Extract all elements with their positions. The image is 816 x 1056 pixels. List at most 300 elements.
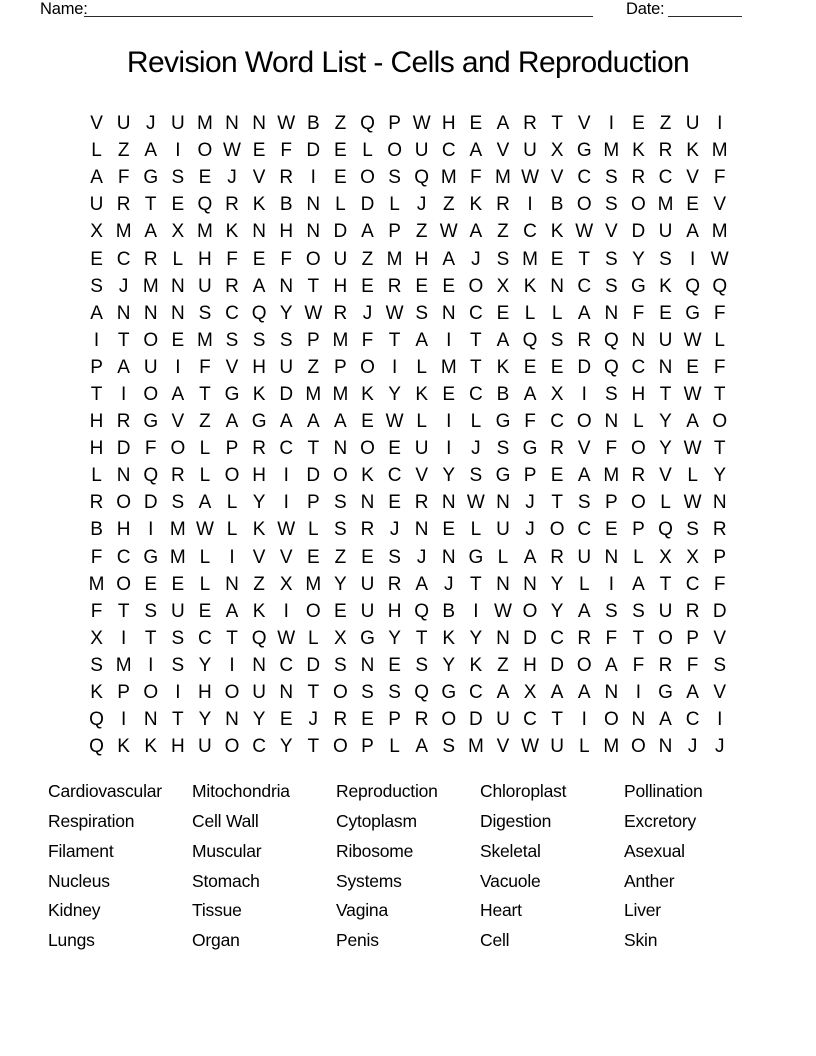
grid-letter: V bbox=[90, 113, 103, 135]
grid-letter: B bbox=[306, 113, 320, 135]
grid-letter: K bbox=[469, 194, 483, 216]
grid-letter: L bbox=[335, 194, 346, 216]
grid-letter: E bbox=[252, 140, 266, 162]
grid-letter: N bbox=[631, 709, 646, 731]
grid-letter: E bbox=[632, 113, 645, 135]
grid-letter: V bbox=[713, 194, 727, 216]
grid-letter: A bbox=[577, 302, 591, 324]
grid-letter: U bbox=[279, 356, 294, 378]
grid-letter: A bbox=[550, 682, 564, 704]
grid-letter: A bbox=[415, 573, 429, 595]
word-list-item: Vagina bbox=[336, 900, 388, 921]
grid-letter: Z bbox=[117, 140, 130, 162]
grid-letter: X bbox=[90, 627, 103, 649]
grid-letter: G bbox=[143, 546, 159, 568]
grid-letter: V bbox=[415, 465, 429, 487]
grid-letter: O bbox=[224, 736, 240, 758]
word-list-column bbox=[624, 777, 768, 956]
grid-letter: Z bbox=[415, 221, 428, 243]
grid-letter: D bbox=[712, 600, 727, 622]
grid-letter: N bbox=[225, 573, 239, 595]
grid-letter: U bbox=[360, 600, 375, 622]
grid-letter: P bbox=[388, 221, 401, 243]
grid-letter: L bbox=[497, 546, 509, 568]
grid-letter: D bbox=[631, 221, 646, 243]
grid-letter: L bbox=[308, 627, 319, 649]
grid-letter: I bbox=[689, 248, 696, 270]
grid-letter: J bbox=[145, 113, 156, 135]
grid-letter: S bbox=[198, 302, 212, 324]
grid-letter: M bbox=[603, 465, 620, 487]
grid-letter: S bbox=[604, 275, 618, 297]
grid-letter: U bbox=[658, 600, 673, 622]
grid-letter: X bbox=[334, 627, 347, 649]
grid-letter: N bbox=[279, 275, 294, 297]
grid-letter: D bbox=[306, 654, 321, 676]
grid-letter: L bbox=[308, 519, 319, 541]
grid-letter: S bbox=[659, 248, 672, 270]
grid-letter: D bbox=[333, 221, 348, 243]
grid-letter: G bbox=[685, 302, 700, 324]
grid-letter: S bbox=[171, 627, 185, 649]
grid-letter: Y bbox=[550, 600, 564, 622]
grid-letter: H bbox=[89, 411, 104, 433]
grid-letter: S bbox=[388, 167, 401, 189]
grid-letter: L bbox=[199, 438, 211, 460]
grid-letter: N bbox=[550, 275, 564, 297]
grid-letter: B bbox=[90, 519, 103, 541]
grid-letter: Q bbox=[414, 682, 430, 704]
grid-letter: T bbox=[415, 627, 428, 649]
grid-letter: N bbox=[658, 356, 673, 378]
grid-letter: E bbox=[334, 140, 347, 162]
grid-letter: E bbox=[334, 167, 347, 189]
grid-letter: R bbox=[387, 275, 402, 297]
grid-letter: T bbox=[90, 383, 103, 405]
grid-letter: P bbox=[388, 709, 401, 731]
grid-letter: C bbox=[116, 248, 131, 270]
grid-letter: N bbox=[360, 654, 375, 676]
grid-letter: I bbox=[121, 627, 127, 649]
grid-letter: S bbox=[604, 600, 618, 622]
word-list-item: Cell Wall bbox=[192, 810, 259, 831]
grid-letter: R bbox=[143, 248, 158, 270]
grid-letter: W bbox=[277, 113, 296, 135]
grid-letter: I bbox=[446, 411, 452, 433]
grid-letter: C bbox=[468, 383, 483, 405]
grid-letter: A bbox=[523, 383, 537, 405]
word-list-item: Skeletal bbox=[480, 840, 541, 861]
grid-letter: P bbox=[604, 492, 618, 514]
grid-letter: S bbox=[171, 654, 185, 676]
grid-letter: E bbox=[442, 383, 456, 405]
grid-letter: J bbox=[471, 438, 481, 460]
grid-letter: R bbox=[577, 329, 592, 351]
grid-letter: H bbox=[631, 383, 646, 405]
grid-letter: A bbox=[171, 383, 185, 405]
grid-letter: O bbox=[333, 465, 348, 487]
word-list-item: Anther bbox=[624, 870, 675, 891]
grid-letter: J bbox=[714, 736, 725, 758]
grid-letter: F bbox=[280, 248, 292, 270]
grid-letter: Z bbox=[307, 356, 320, 378]
grid-letter: N bbox=[604, 411, 619, 433]
word-list-item: Muscular bbox=[192, 840, 262, 861]
grid-letter: F bbox=[686, 654, 699, 676]
grid-letter: K bbox=[225, 221, 239, 243]
grid-letter: V bbox=[550, 167, 564, 189]
grid-letter: W bbox=[195, 519, 214, 541]
grid-letter: U bbox=[414, 438, 429, 460]
grid-letter: R bbox=[279, 167, 294, 189]
grid-letter: O bbox=[468, 275, 484, 297]
grid-letter: P bbox=[686, 627, 699, 649]
grid-letter: N bbox=[441, 546, 456, 568]
grid-letter: H bbox=[170, 736, 185, 758]
grid-letter: K bbox=[252, 383, 266, 405]
grid-letter: D bbox=[143, 492, 158, 514]
grid-letter: P bbox=[306, 492, 320, 514]
grid-letter: C bbox=[577, 275, 592, 297]
grid-letter: M bbox=[197, 329, 213, 351]
grid-letter: A bbox=[659, 709, 672, 731]
grid-letter: O bbox=[631, 736, 646, 758]
grid-letter: F bbox=[605, 627, 618, 649]
grid-letter: N bbox=[712, 492, 727, 514]
grid-letter: Y bbox=[388, 383, 401, 405]
grid-letter: S bbox=[388, 546, 401, 568]
grid-letter: U bbox=[685, 113, 700, 135]
grid-letter: O bbox=[224, 465, 240, 487]
grid-letter: M bbox=[603, 140, 620, 162]
grid-letter: P bbox=[523, 465, 537, 487]
grid-letter: Y bbox=[713, 465, 727, 487]
grid-letter: B bbox=[496, 383, 510, 405]
grid-letter: I bbox=[148, 654, 154, 676]
grid-letter: E bbox=[388, 654, 401, 676]
grid-letter: A bbox=[496, 682, 510, 704]
grid-letter: X bbox=[686, 546, 699, 568]
grid-letter: S bbox=[334, 654, 347, 676]
grid-letter: E bbox=[550, 248, 564, 270]
grid-letter: R bbox=[631, 167, 646, 189]
grid-letter: J bbox=[227, 167, 237, 189]
grid-letter: V bbox=[713, 682, 727, 704]
grid-letter: V bbox=[577, 438, 591, 460]
grid-letter: O bbox=[143, 383, 159, 405]
grid-letter: M bbox=[197, 221, 213, 243]
grid-letter: W bbox=[710, 248, 729, 270]
grid-letter: N bbox=[604, 302, 619, 324]
grid-letter: H bbox=[198, 682, 212, 704]
grid-letter: O bbox=[576, 194, 592, 216]
grid-letter: Z bbox=[199, 411, 211, 433]
grid-letter: I bbox=[229, 654, 235, 676]
word-list-item: Kidney bbox=[48, 900, 101, 921]
grid-letter: K bbox=[361, 465, 374, 487]
grid-letter: E bbox=[496, 302, 510, 324]
grid-letter: M bbox=[711, 140, 728, 162]
grid-letter: E bbox=[442, 519, 456, 541]
grid-letter: I bbox=[717, 113, 723, 135]
grid-letter: N bbox=[604, 682, 619, 704]
grid-letter: I bbox=[121, 709, 127, 731]
grid-letter: A bbox=[604, 654, 618, 676]
grid-letter: E bbox=[198, 167, 212, 189]
grid-letter: Q bbox=[712, 275, 728, 297]
grid-letter: T bbox=[226, 627, 238, 649]
grid-letter: E bbox=[144, 573, 158, 595]
grid-letter: X bbox=[279, 573, 293, 595]
grid-letter: K bbox=[523, 275, 537, 297]
grid-letter: S bbox=[442, 736, 456, 758]
grid-letter: U bbox=[170, 113, 185, 135]
grid-letter: L bbox=[524, 302, 536, 324]
grid-letter: R bbox=[170, 465, 185, 487]
grid-letter: T bbox=[713, 383, 726, 405]
grid-letter: I bbox=[473, 600, 479, 622]
grid-letter: N bbox=[658, 736, 673, 758]
grid-letter: Z bbox=[334, 546, 347, 568]
grid-letter: E bbox=[686, 356, 699, 378]
grid-letter: O bbox=[441, 709, 457, 731]
grid-letter: J bbox=[525, 492, 535, 514]
grid-letter: Q bbox=[658, 519, 673, 541]
grid-letter: P bbox=[306, 329, 320, 351]
grid-letter: A bbox=[144, 140, 158, 162]
grid-letter: A bbox=[632, 573, 645, 595]
word-list-item: Cytoplasm bbox=[336, 810, 417, 831]
grid-letter: L bbox=[416, 411, 427, 433]
grid-letter: R bbox=[333, 302, 348, 324]
grid-letter: R bbox=[116, 411, 131, 433]
grid-letter: R bbox=[89, 492, 104, 514]
grid-letter: L bbox=[416, 356, 427, 378]
grid-letter: S bbox=[604, 194, 618, 216]
word-list-item: Mitochondria bbox=[192, 781, 290, 801]
grid-letter: L bbox=[91, 140, 102, 162]
grid-letter: F bbox=[605, 438, 618, 460]
grid-letter: A bbox=[523, 546, 537, 568]
name-blank-line bbox=[84, 16, 593, 17]
grid-letter: K bbox=[415, 383, 429, 405]
grid-letter: K bbox=[469, 654, 483, 676]
grid-letter: Q bbox=[197, 194, 213, 216]
grid-letter: P bbox=[361, 736, 374, 758]
grid-letter: I bbox=[175, 682, 181, 704]
word-list-item: Stomach bbox=[192, 870, 260, 891]
grid-letter: M bbox=[711, 221, 728, 243]
grid-letter: Q bbox=[414, 600, 430, 622]
grid-letter: N bbox=[441, 492, 456, 514]
grid-letter: C bbox=[441, 140, 456, 162]
grid-letter: T bbox=[388, 329, 401, 351]
grid-letter: S bbox=[496, 248, 510, 270]
grid-letter: Q bbox=[89, 736, 104, 758]
grid-letter: O bbox=[549, 519, 565, 541]
grid-letter: E bbox=[388, 492, 401, 514]
grid-letter: Y bbox=[252, 492, 266, 514]
grid-letter: U bbox=[414, 140, 429, 162]
grid-letter: E bbox=[171, 329, 185, 351]
grid-letter: J bbox=[471, 248, 481, 270]
grid-letter: Q bbox=[89, 709, 104, 731]
grid-letter: C bbox=[387, 465, 402, 487]
grid-letter: W bbox=[466, 492, 485, 514]
grid-letter: L bbox=[199, 546, 211, 568]
grid-letter: Z bbox=[334, 113, 347, 135]
grid-letter: E bbox=[550, 356, 564, 378]
page-title: Revision Word List - Cells and Reproduction bbox=[126, 46, 690, 79]
grid-letter: Y bbox=[469, 627, 483, 649]
grid-letter: D bbox=[116, 438, 131, 460]
grid-letter: G bbox=[522, 438, 538, 460]
grid-letter: A bbox=[225, 600, 239, 622]
grid-letter: H bbox=[252, 356, 266, 378]
grid-letter: Y bbox=[334, 573, 347, 595]
grid-letter: F bbox=[90, 546, 103, 568]
grid-letter: C bbox=[468, 302, 483, 324]
grid-letter: W bbox=[277, 627, 296, 649]
grid-letter: Q bbox=[685, 275, 700, 297]
grid-letter: C bbox=[523, 221, 537, 243]
grid-letter: S bbox=[171, 167, 185, 189]
grid-letter: L bbox=[362, 140, 373, 162]
grid-letter: C bbox=[198, 627, 212, 649]
grid-letter: P bbox=[90, 356, 103, 378]
grid-letter: J bbox=[118, 275, 129, 297]
grid-letter: O bbox=[658, 627, 673, 649]
grid-letter: H bbox=[333, 275, 348, 297]
grid-letter: F bbox=[226, 248, 238, 270]
grid-letter: V bbox=[496, 140, 510, 162]
grid-letter: Y bbox=[252, 709, 266, 731]
grid-letter: O bbox=[603, 709, 619, 731]
grid-letter: V bbox=[713, 627, 727, 649]
grid-letter: G bbox=[495, 465, 511, 487]
grid-letter: N bbox=[116, 465, 131, 487]
grid-letter: C bbox=[550, 411, 564, 433]
grid-letter: K bbox=[252, 519, 266, 541]
grid-letter: U bbox=[658, 329, 673, 351]
grid-letter: G bbox=[224, 383, 240, 405]
word-list bbox=[48, 777, 768, 956]
grid-letter: A bbox=[225, 411, 239, 433]
grid-letter: T bbox=[551, 492, 563, 514]
date-label: Date: bbox=[626, 0, 665, 18]
grid-letter: F bbox=[713, 167, 726, 189]
grid-letter: Z bbox=[361, 248, 374, 270]
grid-letter: U bbox=[550, 736, 564, 758]
word-search-grid bbox=[83, 111, 733, 761]
grid-letter: Y bbox=[550, 573, 564, 595]
grid-letter: A bbox=[442, 248, 456, 270]
grid-letter: W bbox=[521, 167, 540, 189]
grid-letter: D bbox=[279, 383, 294, 405]
grid-letter: I bbox=[608, 113, 614, 135]
grid-letter: C bbox=[116, 546, 131, 568]
grid-letter: L bbox=[226, 492, 238, 514]
grid-letter: S bbox=[604, 383, 618, 405]
grid-letter: E bbox=[604, 519, 618, 541]
grid-letter: N bbox=[252, 221, 266, 243]
grid-letter: Y bbox=[198, 654, 212, 676]
grid-letter: L bbox=[172, 248, 184, 270]
grid-letter: Z bbox=[442, 194, 455, 216]
grid-letter: N bbox=[414, 519, 429, 541]
grid-letter: V bbox=[686, 167, 699, 189]
grid-letter: K bbox=[117, 736, 130, 758]
word-list-item: Filament bbox=[48, 840, 114, 861]
grid-letter: I bbox=[446, 438, 452, 460]
grid-letter: T bbox=[307, 438, 320, 460]
grid-letter: F bbox=[632, 302, 645, 324]
grid-letter: A bbox=[117, 356, 130, 378]
grid-letter: M bbox=[332, 383, 349, 405]
grid-letter: H bbox=[387, 600, 402, 622]
grid-letter: V bbox=[171, 411, 185, 433]
grid-letter: R bbox=[116, 194, 131, 216]
grid-letter: Q bbox=[603, 356, 619, 378]
grid-letter: T bbox=[172, 709, 184, 731]
grid-letter: T bbox=[659, 383, 672, 405]
grid-letter: U bbox=[170, 600, 185, 622]
grid-letter: G bbox=[576, 140, 592, 162]
grid-letter: T bbox=[307, 682, 320, 704]
grid-letter: J bbox=[687, 736, 698, 758]
grid-letter: E bbox=[550, 465, 564, 487]
grid-letter: H bbox=[252, 465, 266, 487]
grid-letter: X bbox=[659, 546, 672, 568]
grid-letter: I bbox=[148, 519, 154, 541]
grid-letter: R bbox=[225, 194, 239, 216]
grid-letter: N bbox=[306, 221, 321, 243]
grid-letter: L bbox=[389, 736, 400, 758]
grid-letter: H bbox=[414, 248, 429, 270]
grid-letter: M bbox=[495, 167, 511, 189]
grid-letter: I bbox=[283, 465, 289, 487]
grid-letter: C bbox=[523, 709, 537, 731]
grid-letter: R bbox=[658, 654, 673, 676]
grid-letter: U bbox=[116, 113, 131, 135]
grid-letter: J bbox=[525, 519, 535, 541]
grid-letter: G bbox=[631, 275, 646, 297]
grid-letter: T bbox=[578, 248, 591, 270]
word-list-item: Cardiovascular bbox=[48, 781, 162, 801]
grid-letter: L bbox=[91, 465, 102, 487]
grid-letter: R bbox=[712, 519, 727, 541]
word-list-item: Skin bbox=[624, 930, 658, 951]
grid-letter: I bbox=[229, 546, 235, 568]
grid-letter: U bbox=[143, 356, 158, 378]
grid-letter: I bbox=[581, 383, 587, 405]
grid-letter: B bbox=[279, 194, 293, 216]
grid-letter: M bbox=[603, 736, 620, 758]
grid-letter: S bbox=[171, 492, 185, 514]
word-list-item: Systems bbox=[336, 870, 402, 891]
grid-letter: D bbox=[523, 627, 537, 649]
grid-letter: W bbox=[385, 411, 404, 433]
grid-letter: L bbox=[633, 546, 644, 568]
grid-letter: P bbox=[388, 113, 401, 135]
grid-letter: P bbox=[117, 682, 130, 704]
grid-letter: G bbox=[143, 411, 159, 433]
grid-letter: E bbox=[361, 411, 374, 433]
grid-letter: T bbox=[551, 113, 563, 135]
grid-letter: R bbox=[658, 140, 673, 162]
grid-letter: I bbox=[175, 356, 181, 378]
grid-letter: M bbox=[115, 654, 132, 676]
